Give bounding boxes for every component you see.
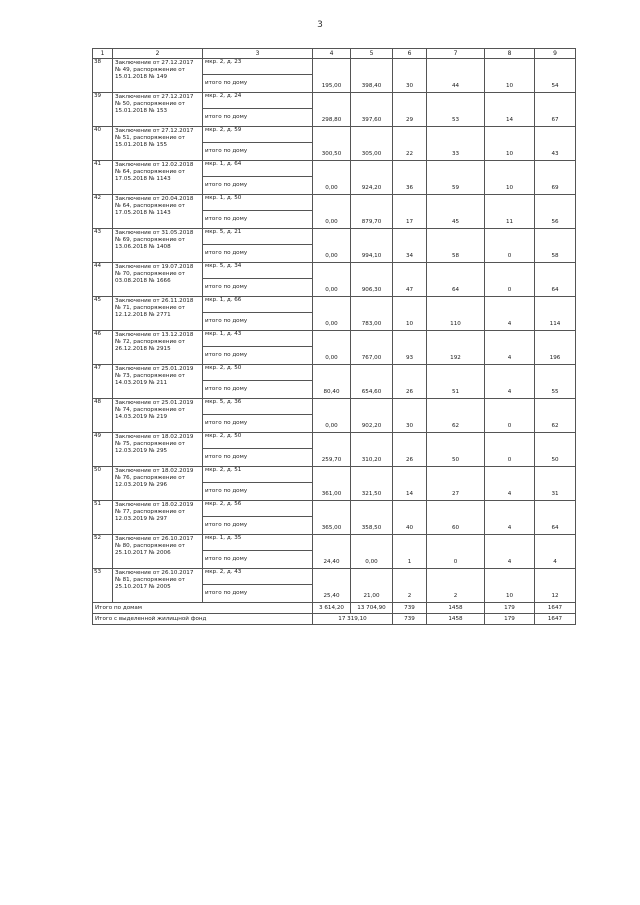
value-cell: 0,00 — [313, 263, 351, 297]
row-number: 45 — [93, 297, 113, 331]
value-cell: 879,70 — [351, 195, 393, 229]
row-number: 43 — [93, 229, 113, 263]
summary-value: 739 — [393, 614, 427, 625]
summary-value: 1458 — [427, 603, 485, 614]
value-cell: 67 — [535, 93, 576, 127]
house-total-label: итого по дому — [203, 109, 313, 127]
house-total-label: итого по дому — [203, 245, 313, 263]
value-cell: 58 — [535, 229, 576, 263]
summary-value: 739 — [393, 603, 427, 614]
value-cell: 114 — [535, 297, 576, 331]
value-cell: 50 — [427, 433, 485, 467]
value-cell: 0,00 — [313, 161, 351, 195]
document-cell: Заключение от 26.10.2017 № 80, распоряжение от 25.10.2017 № 2006 — [113, 535, 203, 569]
table-row — [93, 365, 576, 381]
value-cell: 44 — [427, 59, 485, 93]
value-cell: 54 — [535, 59, 576, 93]
value-cell: 192 — [427, 331, 485, 365]
table-row — [93, 161, 576, 177]
value-cell: 0 — [427, 535, 485, 569]
value-cell: 321,50 — [351, 467, 393, 501]
value-cell: 397,60 — [351, 93, 393, 127]
document-cell: Заключение от 25.01.2019 № 74, распоряжение от 14.03.2019 № 219 — [113, 399, 203, 433]
address-cell: мкр. 2, д. 50 — [203, 365, 313, 381]
value-cell: 0 — [485, 229, 535, 263]
value-cell: 4 — [485, 297, 535, 331]
column-number: 9 — [535, 49, 576, 59]
address-cell: мкр. 2, д. 43 — [203, 569, 313, 585]
address-cell: мкр. 2, д. 50 — [203, 433, 313, 449]
address-cell: мкр. 5, д. 21 — [203, 229, 313, 245]
document-cell: Заключение от 20.04.2018 № 64, распоряжение от 17.05.2018 № 1143 — [113, 195, 203, 229]
house-total-label: итого по дому — [203, 415, 313, 433]
row-number: 41 — [93, 161, 113, 195]
value-cell: 12 — [535, 569, 576, 603]
address-cell: мкр. 1, д. 50 — [203, 195, 313, 211]
document-cell: Заключение от 27.12.2017 № 51, распоряжение от 15.01.2018 № 155 — [113, 127, 203, 161]
table-row — [93, 535, 576, 551]
column-number: 8 — [485, 49, 535, 59]
value-cell: 0 — [485, 399, 535, 433]
row-number: 46 — [93, 331, 113, 365]
document-cell: Заключение от 19.07.2018 № 70, распоряжение от 03.08.2018 № 1666 — [113, 263, 203, 297]
table-row — [93, 331, 576, 347]
value-cell: 305,00 — [351, 127, 393, 161]
house-total-label: итого по дому — [203, 143, 313, 161]
table-row — [93, 93, 576, 109]
value-cell: 110 — [427, 297, 485, 331]
value-cell: 53 — [427, 93, 485, 127]
row-number: 44 — [93, 263, 113, 297]
value-cell: 10 — [485, 127, 535, 161]
summary-value: 3 614,20 — [313, 603, 351, 614]
row-number: 47 — [93, 365, 113, 399]
value-cell: 55 — [535, 365, 576, 399]
value-cell: 40 — [393, 501, 427, 535]
value-cell: 994,10 — [351, 229, 393, 263]
summary-value: 17 319,10 — [313, 614, 393, 625]
value-cell: 14 — [393, 467, 427, 501]
value-cell: 4 — [485, 501, 535, 535]
value-cell: 0,00 — [313, 399, 351, 433]
column-number: 7 — [427, 49, 485, 59]
value-cell: 64 — [535, 501, 576, 535]
table-row — [93, 433, 576, 449]
value-cell: 43 — [535, 127, 576, 161]
value-cell: 767,00 — [351, 331, 393, 365]
document-cell: Заключение от 26.10.2017 № 81, распоряжение от 25.10.2017 № 2005 — [113, 569, 203, 603]
value-cell: 906,30 — [351, 263, 393, 297]
value-cell: 1 — [393, 535, 427, 569]
value-cell: 298,80 — [313, 93, 351, 127]
document-cell: Заключение от 13.12.2018 № 72, распоряжение от 26.12.2018 № 2915 — [113, 331, 203, 365]
table-row — [93, 501, 576, 517]
document-cell: Заключение от 18.02.2019 № 76, распоряжение от 12.03.2019 № 296 — [113, 467, 203, 501]
value-cell: 398,40 — [351, 59, 393, 93]
house-total-label: итого по дому — [203, 551, 313, 569]
table-row — [93, 59, 576, 75]
value-cell: 10 — [485, 569, 535, 603]
summary-label: Итого по домам — [93, 603, 313, 614]
value-cell: 4 — [485, 467, 535, 501]
value-cell: 4 — [485, 535, 535, 569]
table-row — [93, 467, 576, 483]
address-cell: мкр. 2, д. 51 — [203, 467, 313, 483]
address-cell: мкр. 1, д. 35 — [203, 535, 313, 551]
address-cell: мкр. 2, д. 24 — [203, 93, 313, 109]
value-cell: 0,00 — [313, 195, 351, 229]
row-number: 48 — [93, 399, 113, 433]
value-cell: 80,40 — [313, 365, 351, 399]
value-cell: 60 — [427, 501, 485, 535]
house-total-label: итого по дому — [203, 381, 313, 399]
document-cell: Заключение от 31.05.2018 № 69, распоряжение от 13.06.2018 № 1408 — [113, 229, 203, 263]
table-row — [93, 127, 576, 143]
address-cell: мкр. 5, д. 36 — [203, 399, 313, 415]
value-cell: 0,00 — [351, 535, 393, 569]
value-cell: 654,60 — [351, 365, 393, 399]
value-cell: 33 — [427, 127, 485, 161]
house-total-label: итого по дому — [203, 279, 313, 297]
value-cell: 358,50 — [351, 501, 393, 535]
summary-row — [93, 603, 576, 614]
value-cell: 10 — [485, 59, 535, 93]
value-cell: 0,00 — [313, 297, 351, 331]
column-number: 2 — [113, 49, 203, 59]
house-total-label: итого по дому — [203, 211, 313, 229]
column-number: 1 — [93, 49, 113, 59]
value-cell: 69 — [535, 161, 576, 195]
summary-row — [93, 614, 576, 625]
value-cell: 259,70 — [313, 433, 351, 467]
value-cell: 31 — [535, 467, 576, 501]
value-cell: 0 — [485, 433, 535, 467]
value-cell: 4 — [485, 331, 535, 365]
value-cell: 195,00 — [313, 59, 351, 93]
document-cell: Заключение от 26.11.2018 № 71, распоряжение от 12.12.2018 № 2771 — [113, 297, 203, 331]
address-cell: мкр. 1, д. 64 — [203, 161, 313, 177]
row-number: 38 — [93, 59, 113, 93]
document-cell: Заключение от 27.12.2017 № 50, распоряжение от 15.01.2018 № 153 — [113, 93, 203, 127]
row-number: 49 — [93, 433, 113, 467]
value-cell: 0,00 — [313, 229, 351, 263]
value-cell: 10 — [393, 297, 427, 331]
value-cell: 300,50 — [313, 127, 351, 161]
address-cell: мкр. 2, д. 56 — [203, 501, 313, 517]
value-cell: 93 — [393, 331, 427, 365]
house-total-label: итого по дому — [203, 313, 313, 331]
value-cell: 783,00 — [351, 297, 393, 331]
table-row — [93, 263, 576, 279]
document-cell: Заключение от 27.12.2017 № 49, распоряжение от 15.01.2018 № 149 — [113, 59, 203, 93]
value-cell: 4 — [485, 365, 535, 399]
document-cell: Заключение от 12.02.2018 № 64, распоряжение от 17.05.2018 № 1143 — [113, 161, 203, 195]
value-cell: 30 — [393, 59, 427, 93]
table-row — [93, 297, 576, 313]
address-cell: мкр. 2, д. 59 — [203, 127, 313, 143]
value-cell: 36 — [393, 161, 427, 195]
value-cell: 17 — [393, 195, 427, 229]
value-cell: 2 — [427, 569, 485, 603]
value-cell: 196 — [535, 331, 576, 365]
value-cell: 64 — [427, 263, 485, 297]
column-number: 4 — [313, 49, 351, 59]
value-cell: 30 — [393, 399, 427, 433]
row-number: 52 — [93, 535, 113, 569]
house-total-label: итого по дому — [203, 177, 313, 195]
value-cell: 34 — [393, 229, 427, 263]
house-total-label: итого по дому — [203, 449, 313, 467]
row-number: 51 — [93, 501, 113, 535]
row-number: 50 — [93, 467, 113, 501]
value-cell: 365,00 — [313, 501, 351, 535]
summary-value: 179 — [485, 603, 535, 614]
value-cell: 58 — [427, 229, 485, 263]
resettlement-table — [92, 48, 576, 625]
value-cell: 0,00 — [313, 331, 351, 365]
value-cell: 11 — [485, 195, 535, 229]
address-cell: мкр. 1, д. 66 — [203, 297, 313, 313]
value-cell: 45 — [427, 195, 485, 229]
value-cell: 26 — [393, 365, 427, 399]
address-cell: мкр. 2, д. 23 — [203, 59, 313, 75]
value-cell: 10 — [485, 161, 535, 195]
house-total-label: итого по дому — [203, 483, 313, 501]
house-total-label: итого по дому — [203, 347, 313, 365]
value-cell: 25,40 — [313, 569, 351, 603]
value-cell: 51 — [427, 365, 485, 399]
table-row — [93, 569, 576, 585]
value-cell: 22 — [393, 127, 427, 161]
value-cell: 59 — [427, 161, 485, 195]
document-cell: Заключение от 18.02.2019 № 75, распоряжение от 12.03.2019 № 295 — [113, 433, 203, 467]
column-number-row — [93, 49, 576, 59]
summary-label: Итого с выделенной жилищной фонд — [93, 614, 313, 625]
summary-value: 1647 — [535, 614, 576, 625]
house-total-label: итого по дому — [203, 517, 313, 535]
house-total-label: итого по дому — [203, 585, 313, 603]
value-cell: 62 — [427, 399, 485, 433]
column-number: 3 — [203, 49, 313, 59]
summary-value: 13 704,90 — [351, 603, 393, 614]
value-cell: 0 — [485, 263, 535, 297]
row-number: 53 — [93, 569, 113, 603]
value-cell: 902,20 — [351, 399, 393, 433]
value-cell: 310,20 — [351, 433, 393, 467]
value-cell: 62 — [535, 399, 576, 433]
table-row — [93, 399, 576, 415]
value-cell: 4 — [535, 535, 576, 569]
summary-value: 1647 — [535, 603, 576, 614]
row-number: 40 — [93, 127, 113, 161]
value-cell: 14 — [485, 93, 535, 127]
house-total-label: итого по дому — [203, 75, 313, 93]
summary-value: 179 — [485, 614, 535, 625]
value-cell: 24,40 — [313, 535, 351, 569]
column-number: 6 — [393, 49, 427, 59]
document-cell: Заключение от 25.01.2019 № 73, распоряжение от 14.03.2019 № 211 — [113, 365, 203, 399]
value-cell: 56 — [535, 195, 576, 229]
value-cell: 2 — [393, 569, 427, 603]
page-number: 3 — [317, 20, 323, 30]
address-cell: мкр. 5, д. 34 — [203, 263, 313, 279]
row-number: 42 — [93, 195, 113, 229]
value-cell: 27 — [427, 467, 485, 501]
table-row — [93, 229, 576, 245]
document-cell: Заключение от 18.02.2019 № 77, распоряжение от 12.03.2019 № 297 — [113, 501, 203, 535]
address-cell: мкр. 1, д. 43 — [203, 331, 313, 347]
column-number: 5 — [351, 49, 393, 59]
value-cell: 64 — [535, 263, 576, 297]
value-cell: 29 — [393, 93, 427, 127]
value-cell: 21,00 — [351, 569, 393, 603]
table-row — [93, 195, 576, 211]
value-cell: 924,20 — [351, 161, 393, 195]
value-cell: 50 — [535, 433, 576, 467]
value-cell: 47 — [393, 263, 427, 297]
value-cell: 26 — [393, 433, 427, 467]
row-number: 39 — [93, 93, 113, 127]
summary-value: 1458 — [427, 614, 485, 625]
value-cell: 361,00 — [313, 467, 351, 501]
